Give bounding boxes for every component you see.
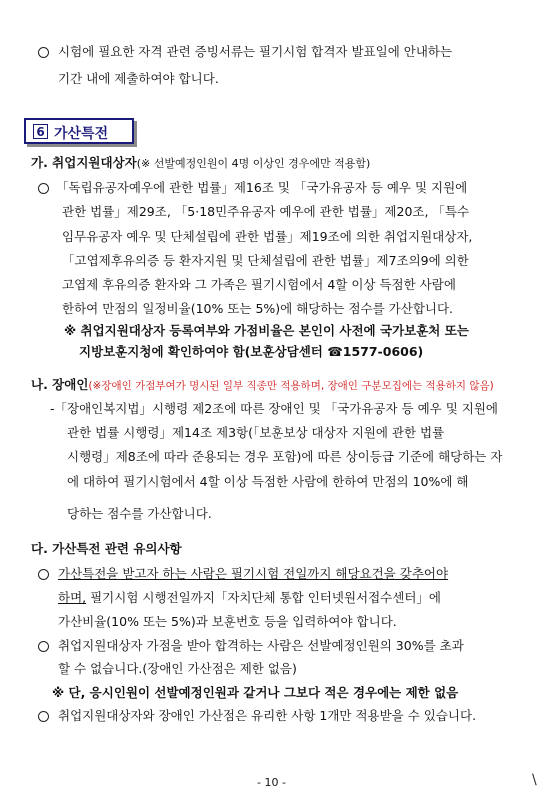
da-bullet-2-line-1: 취업지원대상자 가점을 받아 합격하는 사람은 선발예정인원의 30%를 초과 (58, 638, 464, 653)
da-bullet-1-line-2a: 하며, (58, 590, 87, 605)
na-line-1: -「장애인복지법」시행령 제2조에 따른 장애인 및 「국가유공자 등 예우 및 지원에 (50, 401, 498, 416)
na-line-5: 당하는 점수를 가산합니다. (67, 506, 212, 521)
ga-line-5: 고엽제 후유의증 환자와 그 가족은 필기시험에서 4할 이상 득점한 사람에 (62, 277, 456, 292)
ga-line-2: 관한 법률」제29조, 「5·18민주유공자 예우에 관한 법률」제20조, 「특수 (62, 204, 470, 219)
da-bullet-1-line-1: 가산특전을 받고자 하는 사람은 필기시험 전일까지 해당요건을 갖추어야 (58, 566, 449, 581)
slash-mark-icon: \ (532, 772, 537, 788)
section-title: 가산특전 (54, 126, 109, 142)
da-bullet-1-line-2b: 필기시험 시행전일까지「자치단체 통합 인터넷원서접수센터」에 (86, 590, 441, 605)
bullet-circle-icon (38, 183, 49, 194)
da-heading: 다. 가산특전 관련 유의사항 (31, 541, 182, 556)
ga-heading-note: (※ 선발예정인원이 4명 이상인 경우에만 적용함) (136, 157, 371, 170)
da-bullet-3: 취업지원대상자와 장애인 가산점은 유리한 사항 1개만 적용받을 수 있습니다. (58, 708, 477, 723)
bullet-circle-icon (38, 711, 49, 722)
ga-line-4: 「고엽제후유의증 등 환자지원 및 단체설립에 관한 법률」제7조의9에 의한 (62, 253, 469, 268)
na-heading: 나. 장애인 (31, 377, 89, 392)
na-line-3: 시행령」제8조에 따라 준용되는 경우 포함)에 따른 상이등급 기준에 해당하는 자 (67, 449, 503, 464)
bullet-circle-icon (38, 47, 49, 58)
ga-line-6: 한하여 만점의 일정비율(10% 또는 5%)에 해당하는 점수를 가산합니다. (62, 301, 454, 316)
ga-note-line-1: ※ 취업지원대상자 등록여부와 가점비율은 본인이 사전에 국가보훈처 또는 (64, 323, 469, 338)
ga-line-3: 임무유공자 예우 및 단체설립에 관한 법률」제19조에 의한 취업지원대상자, (62, 229, 473, 244)
bullet-circle-icon (38, 569, 49, 580)
top-note-line-1: 시험에 필요한 자격 관련 증빙서류는 필기시험 합격자 발표일에 안내하는 (58, 44, 453, 59)
na-heading-row (31, 376, 494, 395)
ga-line-1: 「독립유공자예우에 관한 법률」제16조 및 「국가유공자 등 예우 및 지원에 (56, 180, 468, 195)
na-heading-note: (※장애인 가점부여가 명시된 일부 직종만 적용하며, 장애인 구분모집에는 적용하지 않음) (88, 380, 494, 392)
da-bullet-1-line-3: 가산비율(10% 또는 5%)과 보훈번호 등을 입력하여야 합니다. (58, 614, 397, 629)
da-bullet-2-line-2: 할 수 없습니다.(장애인 가산점은 제한 없음) (58, 661, 297, 676)
ga-heading-row (31, 154, 370, 173)
da-note: ※ 단, 응시인원이 선발예정인원과 같거나 그보다 적은 경우에는 제한 없음 (52, 685, 459, 700)
section-number: 6 (33, 124, 48, 139)
ga-heading: 가. 취업지원대상자 (31, 155, 137, 170)
ga-note-line-2: 지방보훈지청에 확인하여야 함(보훈상담센터 ☎1577-0606) (79, 344, 424, 359)
da-bullet-1-line-2 (58, 589, 441, 607)
na-line-4: 에 대하여 필기시험에서 4할 이상 득점한 사람에 한하여 만점의 10%에 해 (67, 474, 469, 489)
section-header (24, 118, 134, 144)
top-note-line-2: 기간 내에 제출하여야 합니다. (58, 71, 219, 86)
bullet-circle-icon (38, 641, 49, 652)
na-line-2: 관한 법률 시행령」제14조 제3항(「보훈보상 대상자 지원에 관한 법률 (67, 425, 445, 440)
page-number: - 10 - (257, 776, 286, 789)
